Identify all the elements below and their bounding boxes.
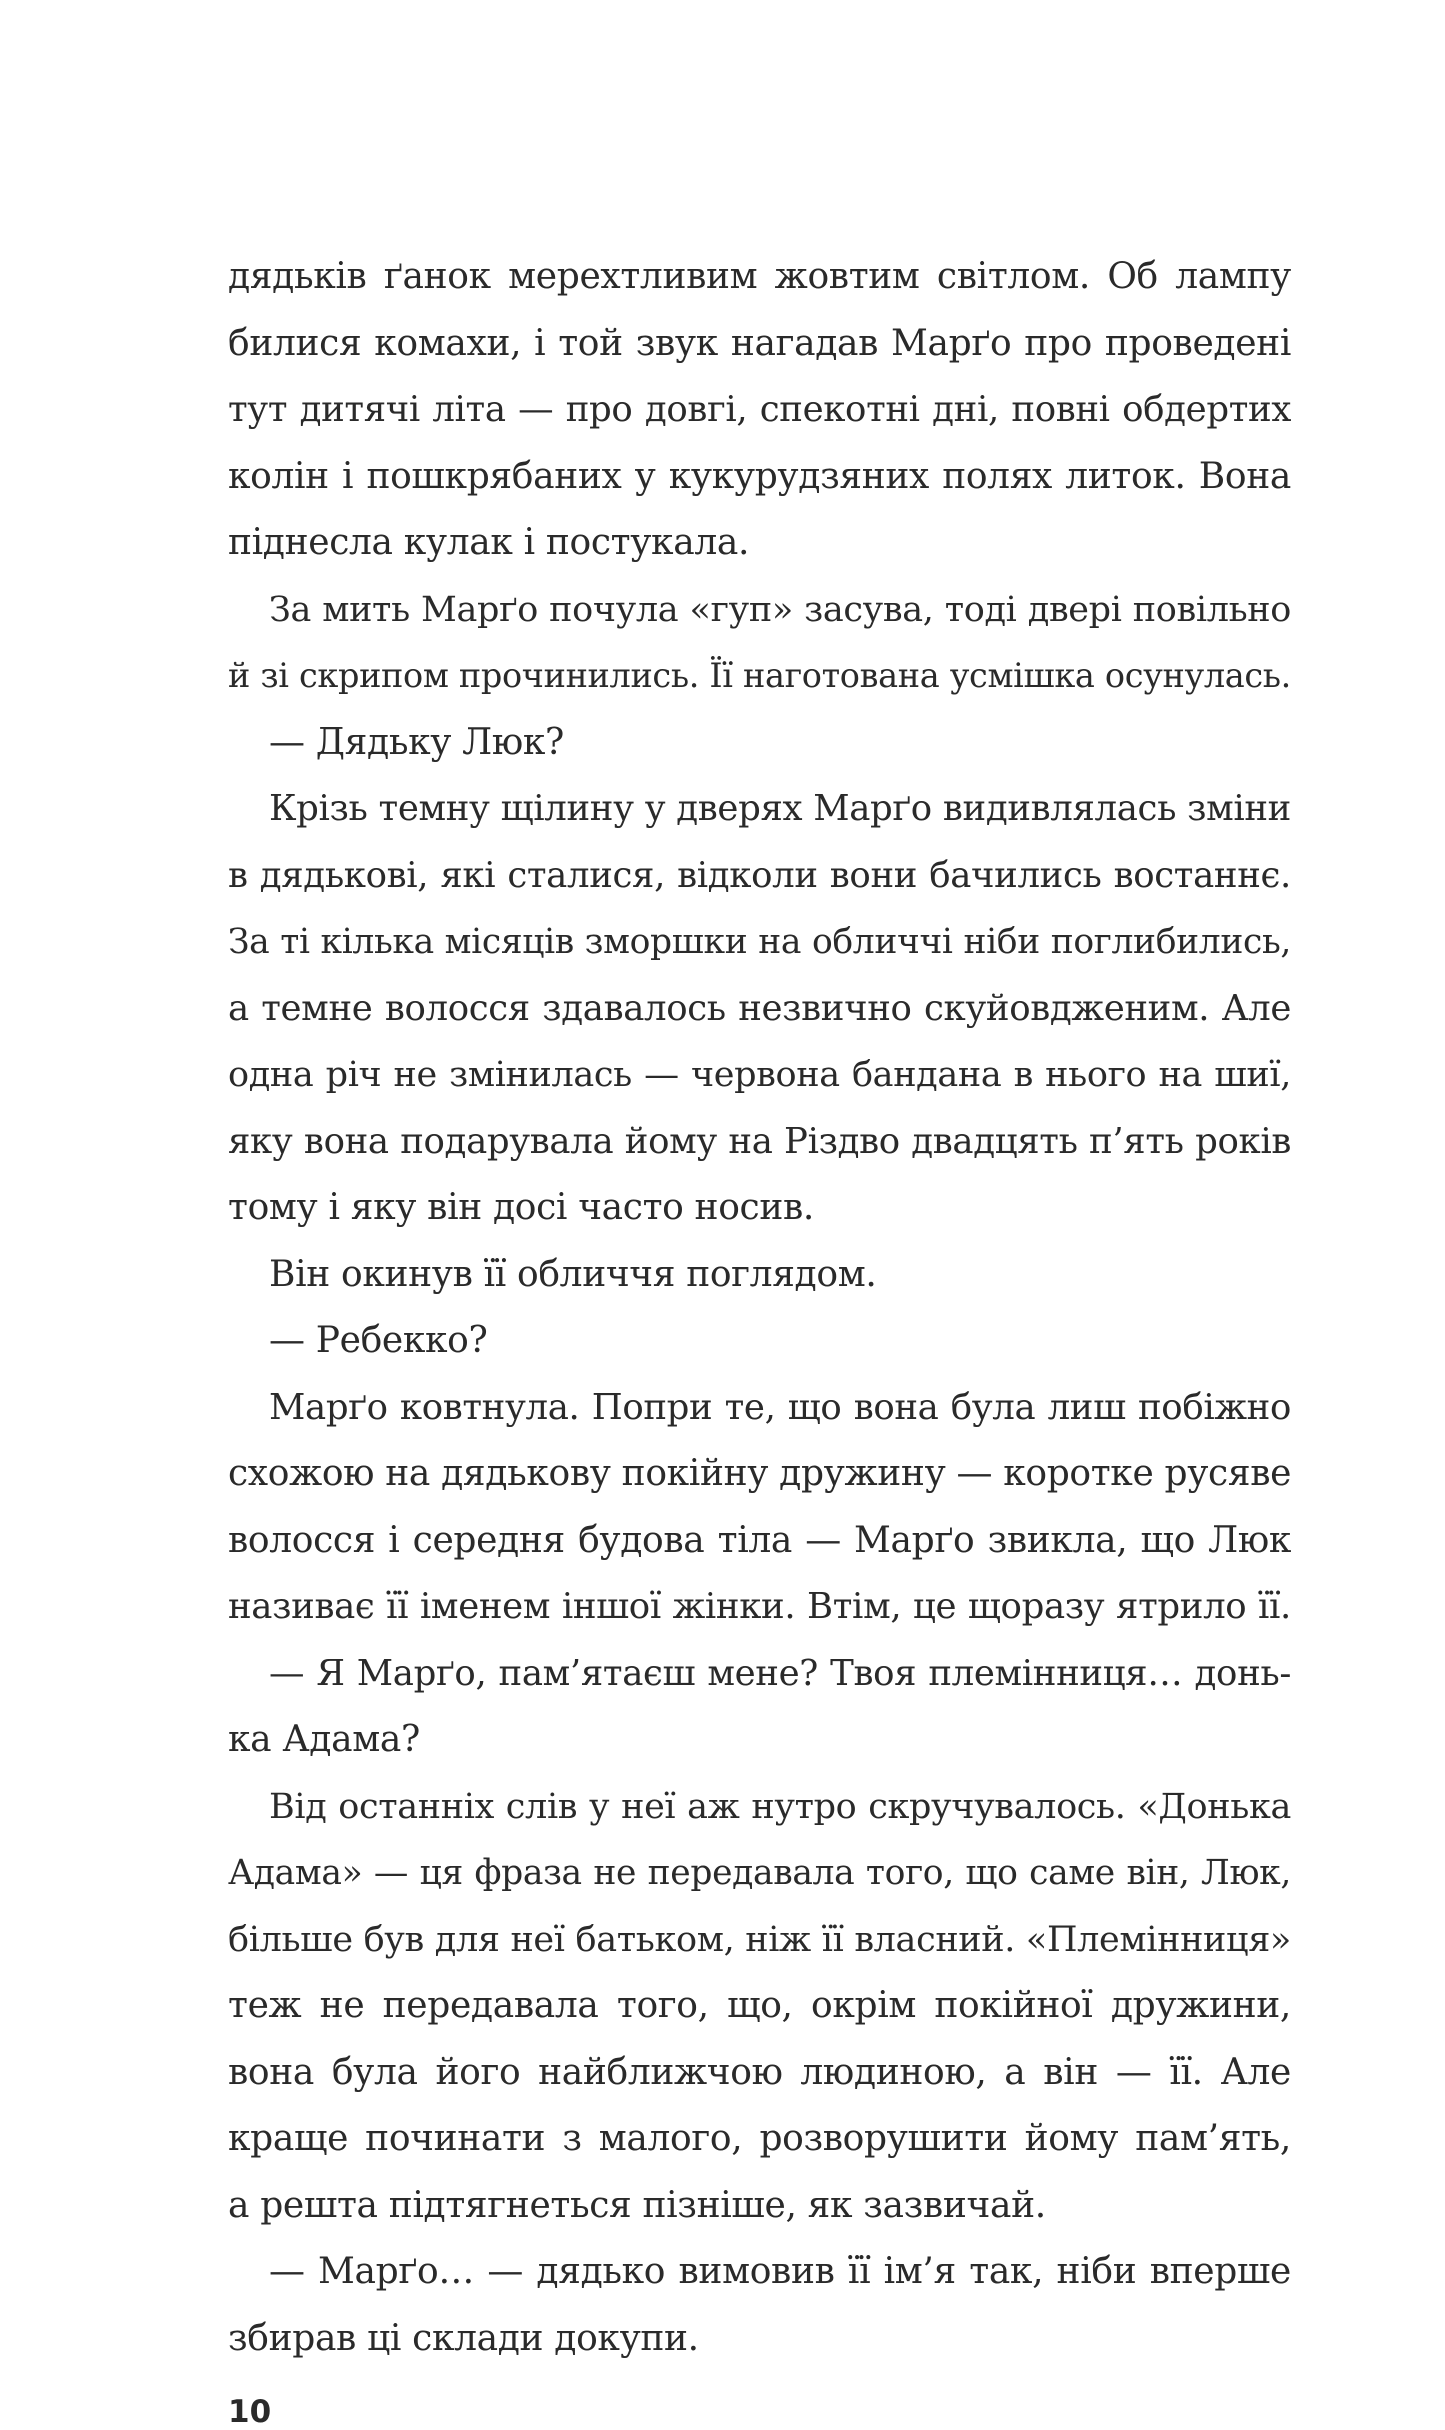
text-line: теж не передавала того, що, окрім покійної дружини, — [228, 1985, 1291, 2026]
text-line: вона була його найближчою людиною, а він — її. Але — [228, 2051, 1291, 2093]
text-line: й зі скрипом прочинились. Її наготована усмішка осунулась. — [228, 656, 1291, 695]
text-line: тому і яку він досі часто носив. — [228, 1187, 814, 1228]
text-line: збирав ці склади докупи. — [228, 2317, 699, 2359]
text-line: колін і пошкрябаних у кукурудзяних полях литок. Вона — [228, 455, 1291, 497]
page-number: 10 — [228, 2394, 272, 2430]
text-line: одна річ не змінилась — червона бандана в нього на шиї, — [228, 1055, 1291, 1095]
text-line: а решта підтягнеться пізніше, як зазвичай. — [228, 2184, 1046, 2226]
text-line: За мить Марґо почула «гуп» засува, тоді двері повільно — [269, 589, 1291, 630]
text-line: Крізь темну щілину у дверях Марґо видивлялась зміни — [269, 788, 1291, 829]
text-line: схожою на дядькову покійну дружину — коротке русяве — [228, 1453, 1292, 1494]
text-line: Він окинув її обличчя поглядом. — [269, 1253, 877, 1295]
text-line: Від останніх слів у неї аж нутро скручувалось. «Донька — [269, 1786, 1291, 1827]
text-line: — Марґо… — дядько вимовив її ім’я так, ніби вперше — [269, 2251, 1291, 2292]
body-text — [228, 244, 1291, 2372]
text-line: Адама» — ця фраза не передавала того, що саме він, Люк, — [228, 1853, 1291, 1893]
text-line: билися комахи, і той звук нагадав Марґо про проведені — [228, 322, 1291, 364]
text-line: — Ребекко? — [269, 1320, 488, 1361]
text-line: краще починати з малого, розворушити йому пам’ять, — [228, 2118, 1291, 2159]
text-line: яку вона подарувала йому на Різдво двадцять п’ять років — [228, 1120, 1291, 1162]
text-line: ка Адама? — [228, 1719, 420, 1760]
text-line: — Дядьку Люк? — [269, 721, 564, 763]
text-line: — Я Марґо, пам’ятаєш мене? Твоя племінниця… донь- — [269, 1652, 1291, 1694]
text-line: а темне волосся здавалось незвично скуйовдженим. Але — [228, 987, 1291, 1029]
text-line: називає її іменем іншої жінки. Втім, це щоразу ятрило її. — [228, 1586, 1291, 1627]
text-line: Марґо ковтнула. Попри те, що вона була лиш побіжно — [269, 1386, 1291, 1428]
text-line: піднесла кулак і постукала. — [228, 522, 750, 563]
text-line: тут дитячі літа — про довгі, спекотні дні, повні обдертих — [228, 389, 1291, 430]
text-line: більше був для неї батьком, ніж її власний. «Племінниця» — [228, 1919, 1291, 1960]
text-line: волосся і середня будова тіла — Марґо звикла, що Люк — [228, 1519, 1291, 1561]
text-line: дядьків ґанок мерехтливим жовтим світлом. Об лампу — [228, 256, 1291, 297]
text-line: За ті кілька місяців зморшки на обличчі ніби поглибились, — [228, 922, 1291, 962]
text-line: в дядькові, які сталися, відколи вони бачились востаннє. — [228, 854, 1291, 896]
